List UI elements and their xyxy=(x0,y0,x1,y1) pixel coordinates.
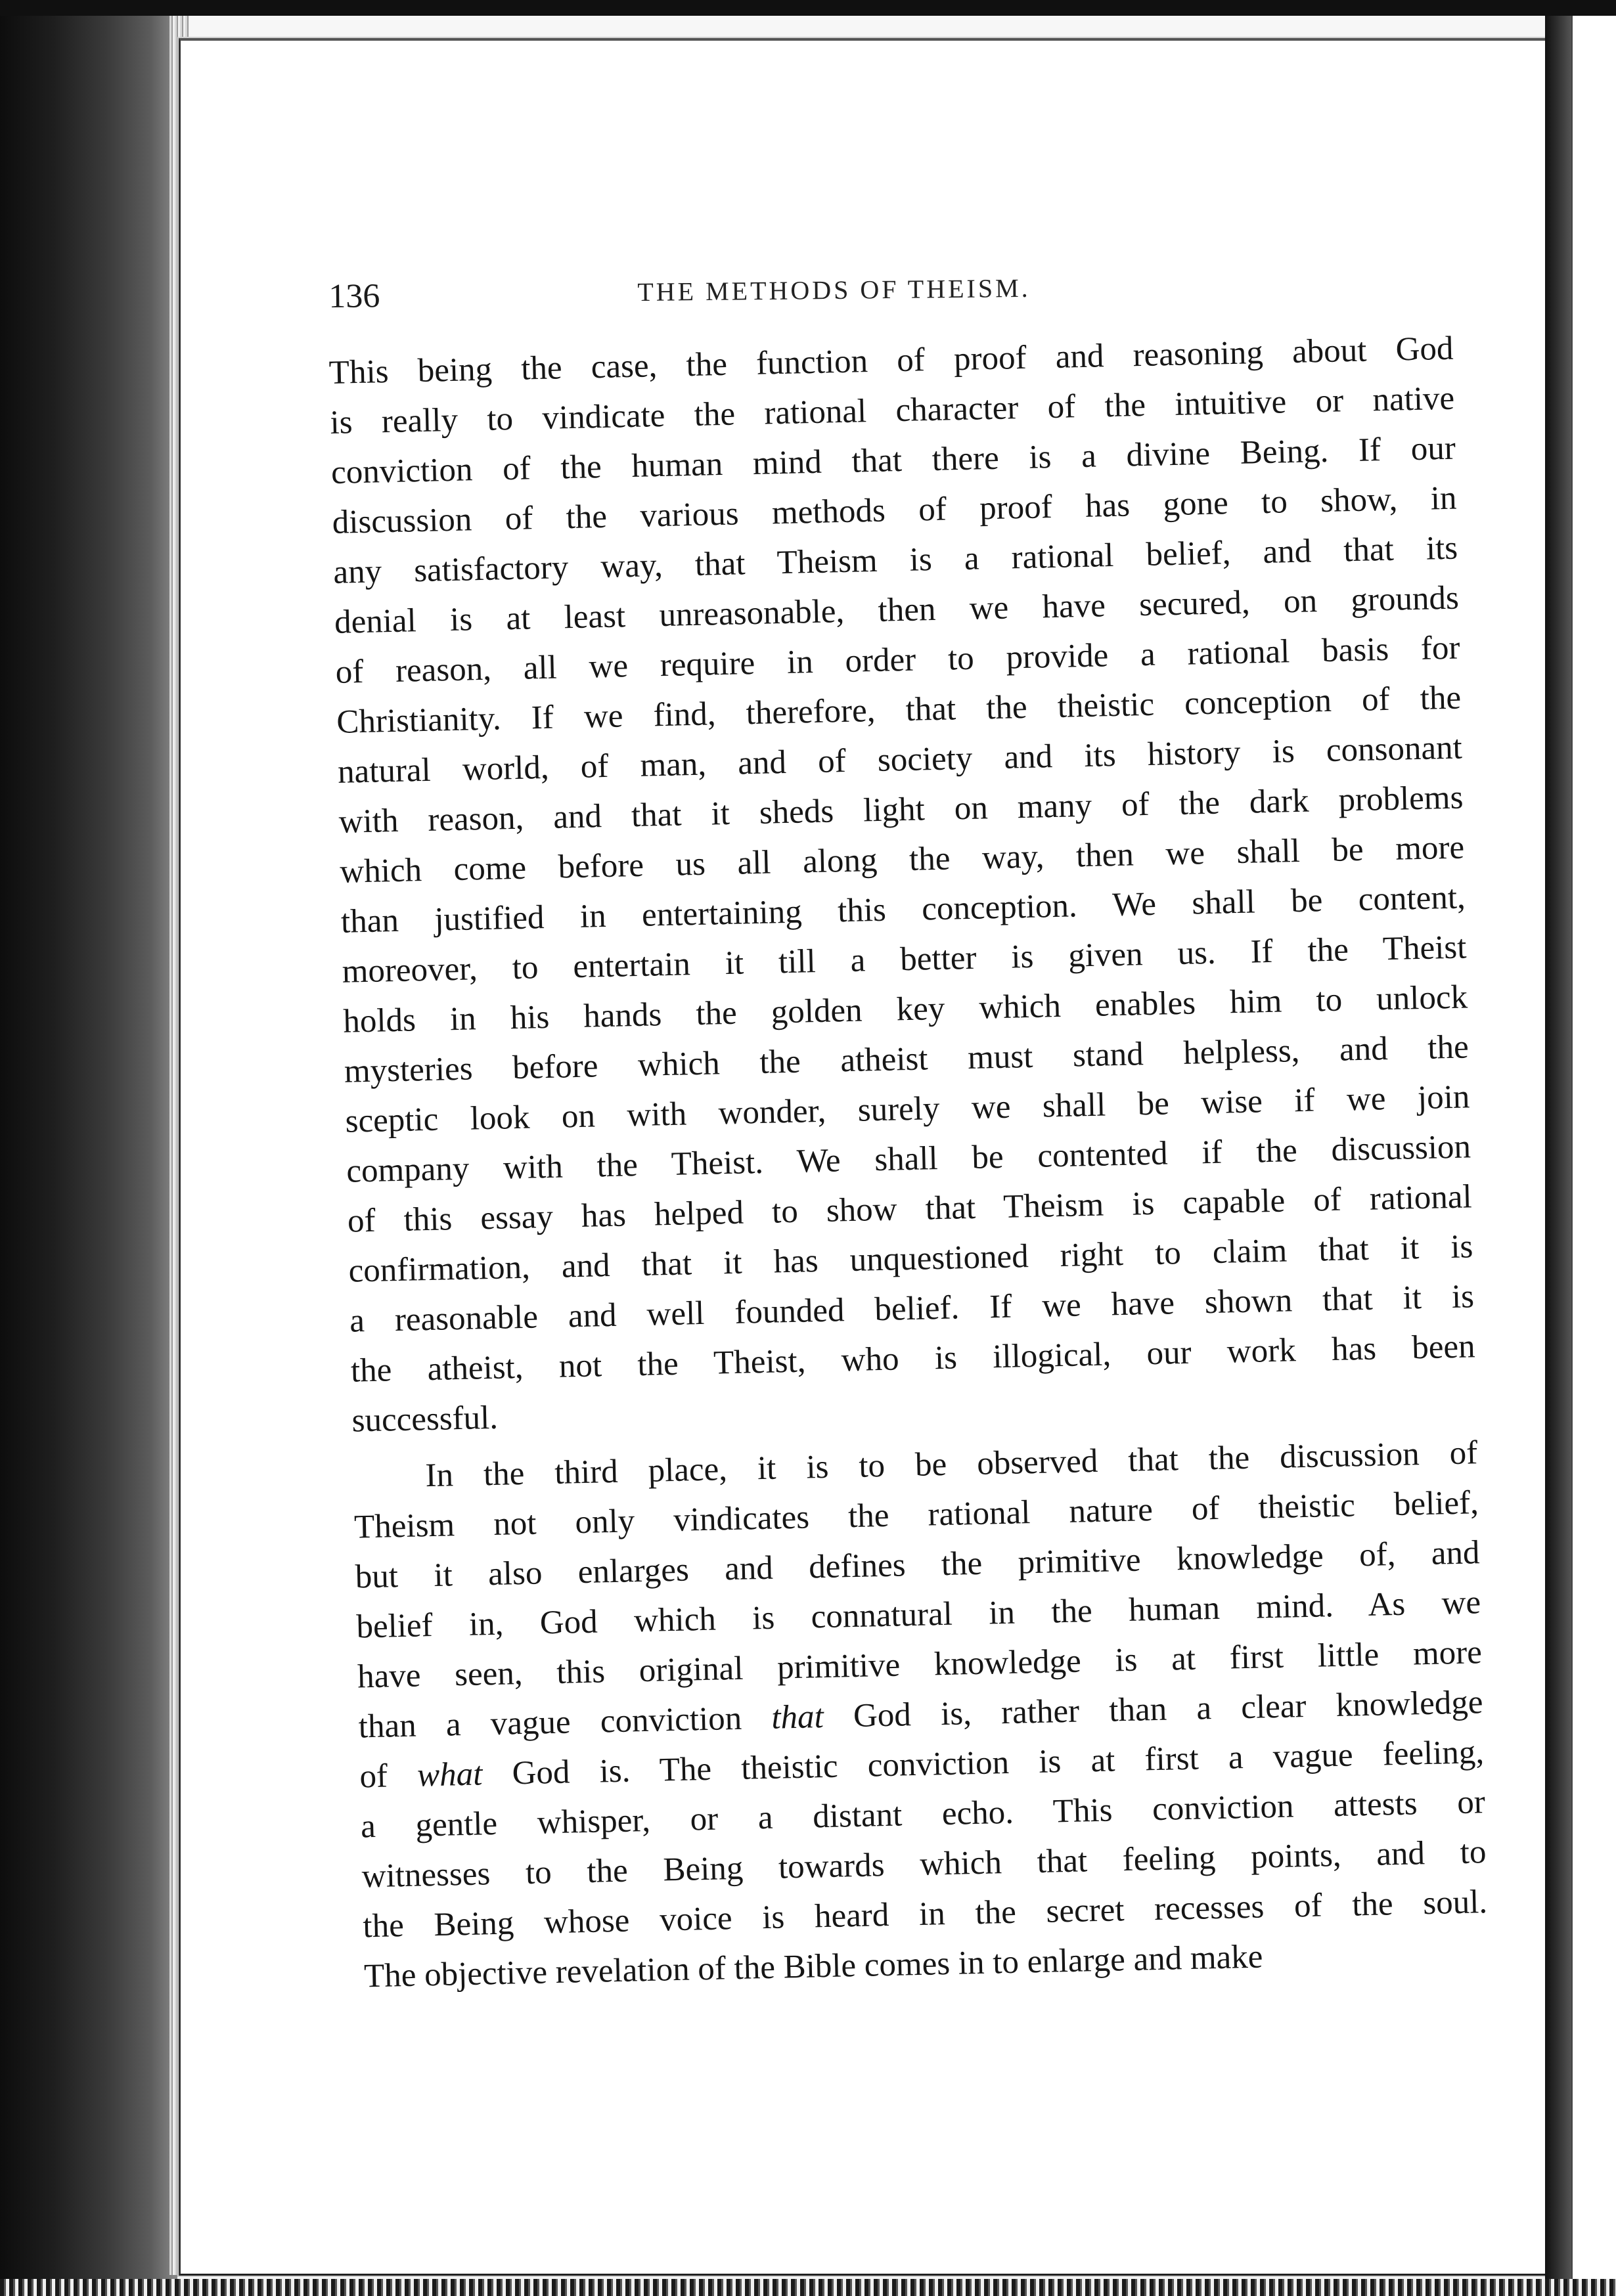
italic-word: what xyxy=(416,1755,483,1794)
text-line: confirmation, and that it has unquestioned right to claim that it is xyxy=(348,1228,1473,1290)
italic-word: that xyxy=(771,1698,824,1736)
text-run: than a vague conviction xyxy=(358,1699,772,1746)
text-line: The objective revelation of the Bible comes in to enlarge and make xyxy=(363,1938,1263,1995)
scan-top-edge xyxy=(0,0,1616,16)
paragraph-1 xyxy=(328,324,1477,1446)
text-line: have seen, this original primitive knowledge is at first little more xyxy=(357,1634,1483,1696)
text-line: a gentle whisper, or a distant echo. This conviction attests or xyxy=(360,1784,1486,1845)
text-line: This being the case, the function of proof and reasoning about God xyxy=(328,330,1454,391)
text-line: successful. xyxy=(351,1399,499,1440)
text-line: mysteries before which the atheist must stand helpless, and the xyxy=(344,1028,1470,1090)
page-number: 136 xyxy=(328,277,380,315)
scan-bottom-edge xyxy=(0,2279,1616,2296)
text-line: of this essay has helped to show that Theism is capable of rational xyxy=(347,1178,1473,1240)
text-run: of xyxy=(359,1757,418,1796)
text-line: belief in, God which is connatural in the human mind. As we xyxy=(355,1584,1481,1646)
text-line: company with the Theist. We shall be contented if the discussion xyxy=(346,1128,1471,1190)
text-line: Theism not only vindicates the rational nature of theistic belief, xyxy=(353,1484,1479,1546)
gutter-shadow xyxy=(1545,16,1571,2282)
text-line: of reason, all we require in order to provide a rational basis for xyxy=(335,629,1460,691)
text-line: In the third place, it is to be observed that the discussion of xyxy=(424,1434,1478,1495)
paragraph-2 xyxy=(353,1428,1489,2001)
text-line: the atheist, not the Theist, who is illogical, our work has been xyxy=(350,1328,1476,1390)
text-run: God is. The theistic conviction is at first a vague feeling, xyxy=(482,1734,1485,1793)
body-text xyxy=(328,324,1489,2002)
text-line: is really to vindicate the rational character of the intuitive or native xyxy=(329,380,1455,441)
text-line: denial is at least unreasonable, then we have secured, on grounds xyxy=(334,579,1460,641)
text-line: holds in his hands the golden key which enables him to unlock xyxy=(342,979,1468,1040)
text-line: discussion of the various methods of proof has gone to show, in xyxy=(332,479,1458,541)
text-line: than justified in entertaining this conception. We shall be content, xyxy=(340,879,1466,940)
text-line: moreover, to entertain it till a better is given us. If the Theist xyxy=(342,929,1467,990)
text-line: but it also enlarges and defines the primitive knowledge of, and xyxy=(355,1534,1481,1596)
text-line: a reasonable and well founded belief. If we have shown that it is xyxy=(349,1278,1475,1340)
text-line: natural world, of man, and of society and its history is consonant xyxy=(337,729,1463,791)
text-run: God is, rather than a clear knowledge xyxy=(823,1684,1483,1736)
book-spine-edge xyxy=(0,0,177,2296)
text-line: witnesses to the Being towards which that feeling points, and to xyxy=(361,1834,1487,1895)
text-line: conviction of the human mind that there is a divine Being. If our xyxy=(330,430,1456,491)
text-line: with reason, and that it sheds light on many of the dark problems xyxy=(338,779,1464,841)
running-title: THE METHODS OF THEISM. xyxy=(637,273,1031,307)
text-line: the Being whose voice is heard in the secret recesses of the soul. xyxy=(362,1884,1488,1945)
text-line: any satisfactory way, that Theism is a rational belief, and that its xyxy=(332,529,1458,591)
text-line: which come before us all along the way, then we shall be more xyxy=(339,829,1465,891)
facing-page-edge xyxy=(1571,16,1616,2282)
text-line: Christianity. If we find, therefore, that the theistic conception of the xyxy=(336,679,1462,741)
text-line: sceptic look on with wonder, surely we shall be wise if we join xyxy=(345,1078,1470,1140)
